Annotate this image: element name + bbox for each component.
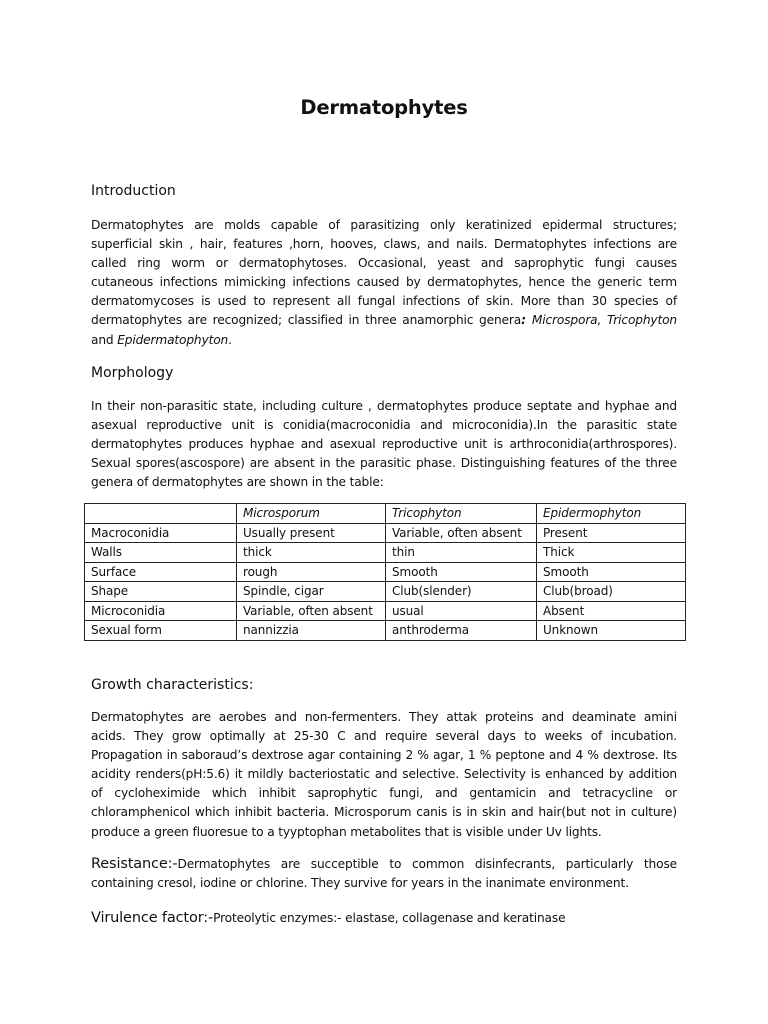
table-header-row — [85, 504, 686, 524]
virulence-text: Proteolytic enzymes:- elastase, collagenase and keratinase — [213, 911, 566, 925]
table-header-cell: Microsporum — [237, 504, 386, 524]
table-cell: Club(broad) — [537, 582, 686, 602]
table-cell: nannizzia — [237, 621, 386, 641]
table-cell: Variable, often absent — [386, 523, 537, 543]
table-cell: Macroconidia — [85, 523, 237, 543]
genera-colon: : — [521, 313, 532, 328]
growth-heading: Growth characteristics: — [91, 677, 254, 693]
table-cell: thin — [386, 543, 537, 563]
resistance-line: containing cresol, iodine or chlorine. They survive for years in the inanimate environment. — [91, 876, 629, 891]
table-cell: thick — [237, 543, 386, 563]
table-cell: Unknown — [537, 621, 686, 641]
growth-line: chloramphenicol which inhibit bacteria. Microsporum canis is in skin and hair(but not in culture) — [91, 805, 677, 820]
growth-line: acids. They grow optimally at 25-30 C and require several days to weeks of incubation. — [91, 729, 677, 744]
intro-line: superficial skin , hair, features ,horn, hooves, claws, and nails. Dermatophytes infections are — [91, 237, 677, 252]
intro-line-genera — [91, 313, 677, 327]
table-cell: Club(slender) — [386, 582, 537, 602]
table-row — [85, 562, 686, 582]
genus-epidermatophyton: Epidermatophyton — [117, 332, 229, 347]
morphology-line: genera of dermatophytes are shown in the table: — [91, 475, 384, 490]
table-cell: Usually present — [237, 523, 386, 543]
table-cell: Shape — [85, 582, 237, 602]
morphology-paragraph — [91, 397, 677, 492]
table-cell: Surface — [85, 562, 237, 582]
genera-list: Microspora, Tricophyton — [531, 313, 677, 328]
table-cell: Variable, often absent — [237, 601, 386, 621]
growth-line: acidity renders(pH:5.6) it mildly bacteriostatic and selective. Selectivity is enhanced by addition — [91, 767, 677, 782]
virulence-line — [91, 911, 565, 925]
morphology-line: In their non-parasitic state, including culture , dermatophytes produce septate and hyphae and — [91, 399, 677, 413]
resistance-paragraph — [91, 855, 677, 893]
growth-line: Dermatophytes are aerobes and non-fermenters. They attak proteins and deaminate amini — [91, 710, 677, 724]
page-title: Dermatophytes — [300, 96, 468, 119]
table-cell: Absent — [537, 601, 686, 621]
intro-line-last — [91, 333, 232, 347]
table-cell: Walls — [85, 543, 237, 563]
table-cell: Microconidia — [85, 601, 237, 621]
resistance-text: Dermatophytes are succeptible to common disinfecrants, particularly those — [177, 857, 677, 871]
table-cell: anthroderma — [386, 621, 537, 641]
virulence-paragraph — [91, 909, 677, 928]
table-cell: Sexual form — [85, 621, 237, 641]
table-cell: Spindle, cigar — [237, 582, 386, 602]
intro-line: called ring worm or dermatophytoses. Occasional, yeast and saprophytic fungi causes — [91, 256, 677, 271]
growth-line: of cycloheximide which inhibit saprophytic fungi, and gentamicin and tetracycline or — [91, 786, 677, 801]
virulence-label: Virulence factor:- — [91, 910, 214, 926]
growth-line: produce a green fluoresue to a tyyptophan metabolites that is visible under Uv lights. — [91, 824, 602, 839]
intro-line: dermatophytes are recognized; classified in three anamorphic genera — [91, 313, 522, 328]
period: . — [228, 332, 232, 347]
table-cell: usual — [386, 601, 537, 621]
morphology-line: dermatophytes produces hyphae and asexual reproductive unit is arthroconidia(arthrospores). — [91, 437, 677, 452]
resistance-label: Resistance:- — [91, 856, 178, 872]
dermatophyte-genera-table — [84, 503, 686, 641]
growth-line: Propagation in saboraud’s dextrose agar containing 2 % agar, 1 % peptone and 4 % dextrose. Its — [91, 748, 677, 763]
table-cell: Smooth — [386, 562, 537, 582]
table-row — [85, 543, 686, 563]
table-row — [85, 621, 686, 641]
table-cell: Smooth — [537, 562, 686, 582]
table-header-cell: Epidermophyton — [537, 504, 686, 524]
intro-line: Dermatophytes are molds capable of parasitizing only keratinized epidermal structures; — [91, 218, 677, 232]
table-cell: rough — [237, 562, 386, 582]
intro-line: and — [91, 332, 118, 347]
morphology-line: asexual reproductive unit is conidia(macroconidia and microconidia).In the parasitic state — [91, 418, 677, 433]
resistance-line — [91, 857, 677, 871]
table-cell: Thick — [537, 543, 686, 563]
introduction-heading: Introduction — [91, 183, 176, 199]
table-row — [85, 523, 686, 543]
table-row — [85, 582, 686, 602]
table-row — [85, 601, 686, 621]
table-header-cell — [85, 504, 237, 524]
table-header-cell: Tricophyton — [386, 504, 537, 524]
morphology-heading: Morphology — [91, 365, 174, 381]
introduction-paragraph — [91, 216, 677, 350]
table-cell: Present — [537, 523, 686, 543]
intro-line: cutaneous infections mimicking infections caused by dermatophytes, hence the generic term — [91, 275, 677, 290]
growth-paragraph — [91, 708, 677, 842]
intro-line: dermatomycoses is used to represent all fungal infections of skin. More than 30 species of — [91, 294, 677, 309]
morphology-line: Sexual spores(ascospore) are absent in the parasitic phase. Distinguishing features of the three — [91, 456, 677, 471]
